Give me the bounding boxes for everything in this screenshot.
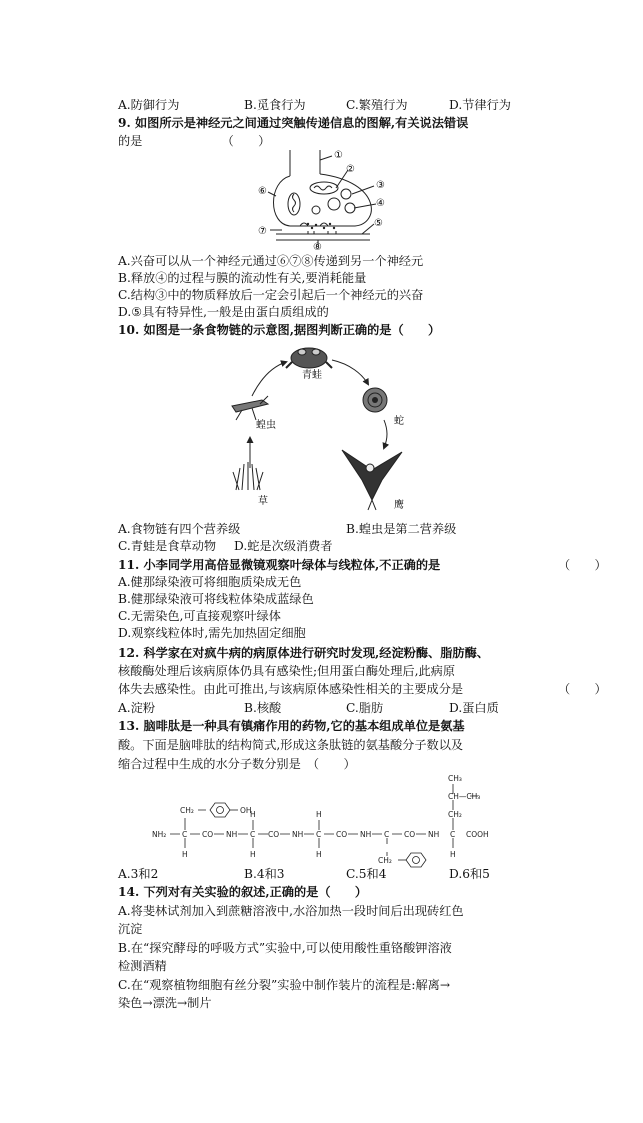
q9-option-d: D.⑤具有特异性,一般是由蛋白质组成的 <box>118 305 329 319</box>
formula-nh2b: NH <box>292 830 304 839</box>
formula-nh3: NH <box>360 830 372 839</box>
formula-nh2: NH₂ <box>152 830 167 839</box>
mitochondrion-top-crista <box>314 186 332 190</box>
q9-stem-line2: 的是 （ ） <box>118 134 271 148</box>
synapse-diagram <box>250 146 400 251</box>
formula-co3: CO <box>336 830 348 839</box>
formula-c2: C <box>250 830 256 839</box>
q13-option-a: A.3和2 <box>118 867 159 881</box>
formula-ch2-tyr: CH₂ <box>180 806 194 815</box>
formula-c4: C <box>384 830 390 839</box>
formula-c5: C <box>450 830 456 839</box>
q14-line: C.在“观察植物细胞有丝分裂”实验中制作装片的流程是:解离→ <box>118 978 451 992</box>
formula-co1: CO <box>202 830 214 839</box>
q12-option-c: C.脂肪 <box>346 701 384 715</box>
q12-bracket: （ ） <box>558 682 607 696</box>
q12-option-d: D.蛋白质 <box>449 701 499 715</box>
label-7: ⑦ <box>258 226 267 237</box>
formula-c1: C <box>182 830 188 839</box>
grass-icon <box>233 462 263 490</box>
q13-option-d: D.6和5 <box>449 867 490 881</box>
arrow-grasshopper-to-frog <box>252 362 286 396</box>
formula-co4: CO <box>404 830 416 839</box>
formula-ch-ch3: CH—CH₃ <box>448 792 481 801</box>
q10-option-d: D.蛇是次级消费者 <box>234 539 333 553</box>
q10-stem: 10. 如图是一条食物链的示意图,据图判断正确的是（ ） <box>118 323 441 337</box>
eagle-icon <box>342 450 402 510</box>
q13-option-c: C.5和4 <box>346 867 387 881</box>
label-1: ① <box>334 150 343 161</box>
q13-stem-line3: 缩合过程中生成的水分子数分别是 （ ） <box>118 757 356 771</box>
q9-option-a: A.兴奋可以从一个神经元通过⑥⑦⑧传递到另一个神经元 <box>118 254 424 268</box>
formula-ch2-leu: CH₂ <box>448 810 462 819</box>
q12-option-a: A.淀粉 <box>118 701 156 715</box>
label-5: ⑤ <box>374 218 383 229</box>
q8-option-c: C.繁殖行为 <box>346 98 408 112</box>
formula-ch2-phe: CH₂ <box>378 856 392 865</box>
q12-stem-line1: 12. 科学家在对疯牛病的病原体进行研究时发现,经淀粉酶、脂肪酶、 <box>118 646 489 660</box>
q8-option-d: D.节律行为 <box>449 98 511 112</box>
formula-co2: CO <box>268 830 280 839</box>
organism-snake: 蛇 <box>394 416 404 427</box>
q9-option-b: B.释放④的过程与膜的流动性有关,要消耗能量 <box>118 271 367 285</box>
q13-stem-line1: 13. 脑啡肽是一种具有镇痛作用的药物,它的基本组成单位是氨基 <box>118 719 465 733</box>
leader-5 <box>362 224 374 234</box>
q11-option-c: C.无需染色,可直接观察叶绿体 <box>118 609 281 623</box>
formula-h: H <box>182 850 188 859</box>
vesicle <box>328 198 340 210</box>
q8-option-a: A.防御行为 <box>118 98 180 112</box>
grasshopper-icon <box>232 396 268 420</box>
formula-ch3-top: CH₃ <box>448 774 462 783</box>
q14-line: 沉淀 <box>118 922 143 936</box>
formula-c3: C <box>316 830 322 839</box>
enkephalin-structure <box>152 772 512 872</box>
q14-line: 染色→漂洗→制片 <box>118 996 212 1010</box>
q11-option-a: A.健那绿染液可将细胞质染成无色 <box>118 575 302 589</box>
q9-stem-line1: 9. 如图所示是神经元之间通过突触传递信息的图解,有关说法错误 <box>118 116 469 130</box>
label-6: ⑥ <box>258 186 267 197</box>
q14-stem: 14. 下列对有关实验的叙述,正确的是（ ） <box>118 885 368 899</box>
vesicle <box>312 206 320 214</box>
formula-oh: OH <box>240 806 252 815</box>
vesicle <box>341 189 351 199</box>
q12-stem-line2: 核酸酶处理后该病原体仍具有感染性;但用蛋白酶处理后,此病原 <box>118 664 456 678</box>
leader-3 <box>352 186 374 194</box>
formula-nh4: NH <box>428 830 440 839</box>
label-8: ⑧ <box>313 242 322 251</box>
mitochondrion-left-crista <box>293 194 296 212</box>
label-4: ④ <box>376 198 385 209</box>
organism-grasshopper: 蝗虫 <box>256 420 276 431</box>
organism-eagle: 鹰 <box>394 500 404 511</box>
formula-h: H <box>450 850 456 859</box>
q11-bracket: （ ） <box>558 558 607 572</box>
formula-h: H <box>316 850 322 859</box>
label-3: ③ <box>376 180 385 191</box>
arrow-frog-to-snake <box>332 360 368 384</box>
food-chain-diagram <box>222 340 422 520</box>
formula-nh1: NH <box>226 830 238 839</box>
q13-stem-line2: 酸。下面是脑啡肽的结构简式,形成这条肽链的氨基酸分子数以及 <box>118 738 464 752</box>
q11-option-d: D.观察线粒体时,需先加热固定细胞 <box>118 626 306 640</box>
q12-option-b: B.核酸 <box>244 701 282 715</box>
organism-grass: 草 <box>258 496 268 507</box>
q14-line: B.在“探究酵母的呼吸方式”实验中,可以使用酸性重铬酸钾溶液 <box>118 941 452 955</box>
frog-icon <box>286 348 332 368</box>
q14-line: A.将斐林试剂加入到蔗糖溶液中,水浴加热一段时间后出现砖红色 <box>118 904 464 918</box>
formula-h: H <box>250 850 256 859</box>
formula-cooh: COOH <box>466 830 489 839</box>
q8-option-b: B.觅食行为 <box>244 98 306 112</box>
leader-1 <box>320 156 332 160</box>
label-2: ② <box>346 164 355 175</box>
q11-option-b: B.健那绿染液可将线粒体染成蓝绿色 <box>118 592 314 606</box>
q9-option-c: C.结构③中的物质释放后一定会引起后一个神经元的兴奋 <box>118 288 424 302</box>
formula-h: H <box>250 810 256 819</box>
q10-option-a: A.食物链有四个营养级 <box>118 522 241 536</box>
organism-frog: 青蛙 <box>302 370 322 381</box>
q13-option-b: B.4和3 <box>244 867 285 881</box>
q14-line: 检测酒精 <box>118 959 167 973</box>
arrow-snake-to-eagle <box>384 420 387 448</box>
formula-h: H <box>316 810 322 819</box>
leader-4 <box>354 204 376 208</box>
vesicle <box>345 203 355 213</box>
q11-stem: 11. 小李同学用高倍显微镜观察叶绿体与线粒体,不正确的是 <box>118 558 441 572</box>
q10-option-c: C.青蛙是食草动物 <box>118 539 217 553</box>
q12-stem-line3: 体失去感染性。由此可推出,与该病原体感染性相关的主要成分是 <box>118 682 464 696</box>
q10-option-b: B.蝗虫是第二营养级 <box>346 522 457 536</box>
snake-icon <box>363 388 387 412</box>
